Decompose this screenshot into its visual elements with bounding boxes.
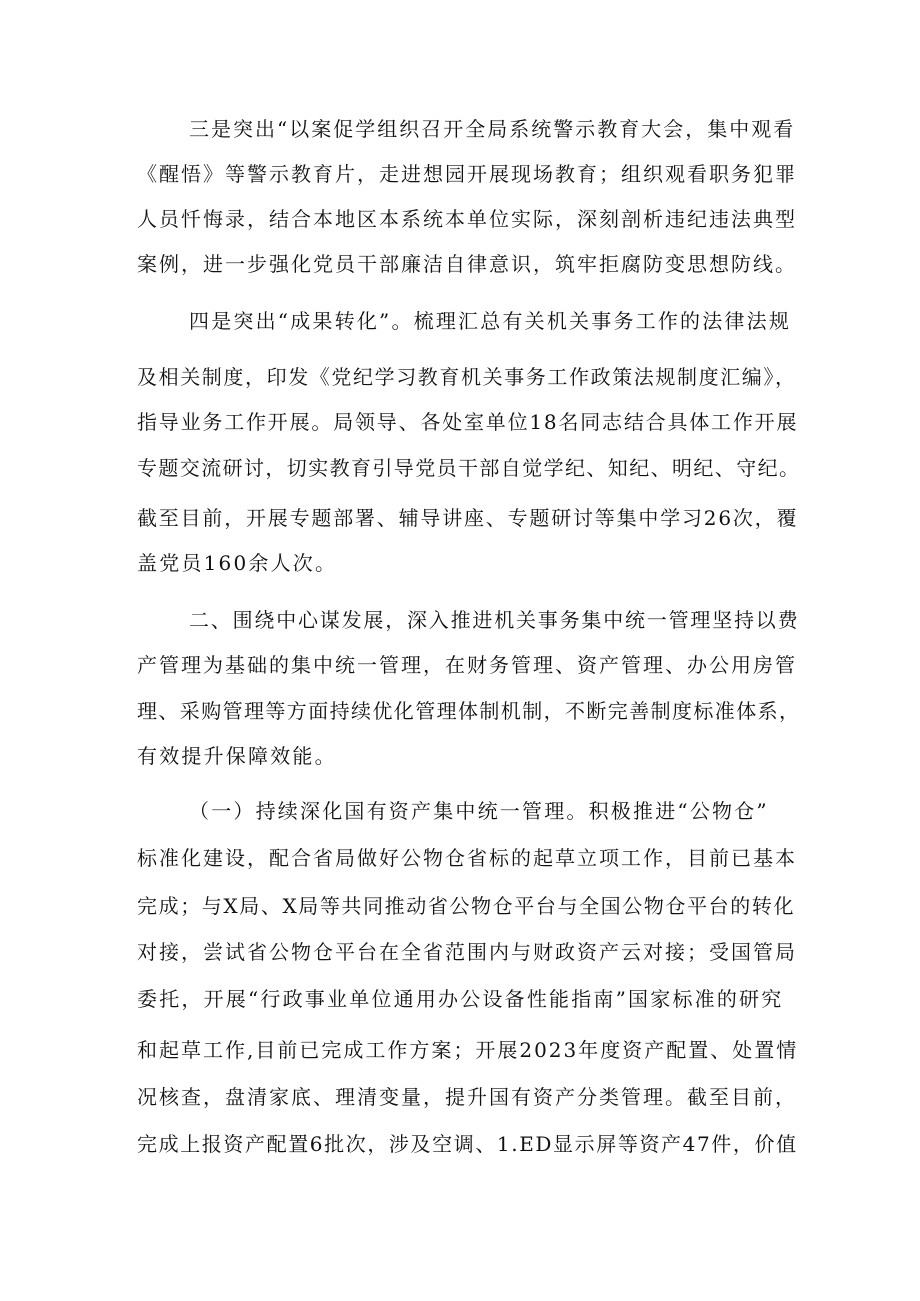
text-line: （一）持续深化国有资产集中统一管理。积极推进“公物仓” [189,799,769,823]
text-line: 完成；与X局、X局等共同推动省公物仓平台与全国公物仓平台的转化 [137,894,796,918]
text-line: 和起草工作,目前已完成工作方案；开展2023年度资产配置、处置情 [137,1038,799,1062]
text-line: 及相关制度，印发《党纪学习教育机关事务工作政策法规制度汇编》， [137,365,797,389]
text-line: 四是突出“成果转化”。梳理汇总有关机关事务工作的法律法规 [189,309,792,333]
text-line: 完成上报资产配置6批次，涉及空调、1.ED显示屏等资产47件，价值 [137,1132,798,1156]
text-line: 二、围绕中心谋发展，深入推进机关事务集中统一管理坚持以费 [189,608,800,632]
text-line: 《醒悟》等警示教育片，走进想园开展现场教育；组织观看职务犯罪 [137,162,797,186]
text-line: 产管理为基础的集中统一管理，在财务管理、资产管理、办公用房管 [137,653,797,677]
text-line: 截至目前，开展专题部署、辅导讲座、专题研讨等集中学习26次，覆 [137,506,799,530]
text-line: 三是突出“以案促学组织召开全局系统警示教育大会，集中观看 [189,117,796,141]
text-line: 案例，进一步强化党员干部廉洁自律意识，筑牢拒腐防变思想防线。 [137,252,797,276]
text-line: 况核查，盘清家底、理清变量，提升国有资产分类管理。截至目前， [137,1085,797,1109]
text-line: 盖党员160余人次。 [137,551,338,575]
text-line: 标准化建设，配合省局做好公物仓省标的起草立项工作，目前已基本 [137,846,797,870]
text-line: 对接，尝试省公物仓平台在全省范围内与财政资产云对接；受国管局 [137,940,797,964]
text-line: 委托，开展“行政事业单位通用办公设备性能指南”国家标准的研究 [137,987,784,1011]
text-line: 指导业务工作开展。局领导、各处室单位18名同志结合具体工作开展 [137,410,799,434]
text-line: 专题交流研讨，切实教育引导党员干部自觉学纪、知纪、明纪、守纪。 [137,456,801,480]
text-line: 理、采购管理等方面持续优化管理体制机制，不断完善制度标准体系， [137,699,801,723]
text-line: 人员忏悔录，结合本地区本系统本单位实际，深刻剖析违纪违法典型 [137,207,797,231]
text-line: 有效提升保障效能。 [137,744,337,768]
